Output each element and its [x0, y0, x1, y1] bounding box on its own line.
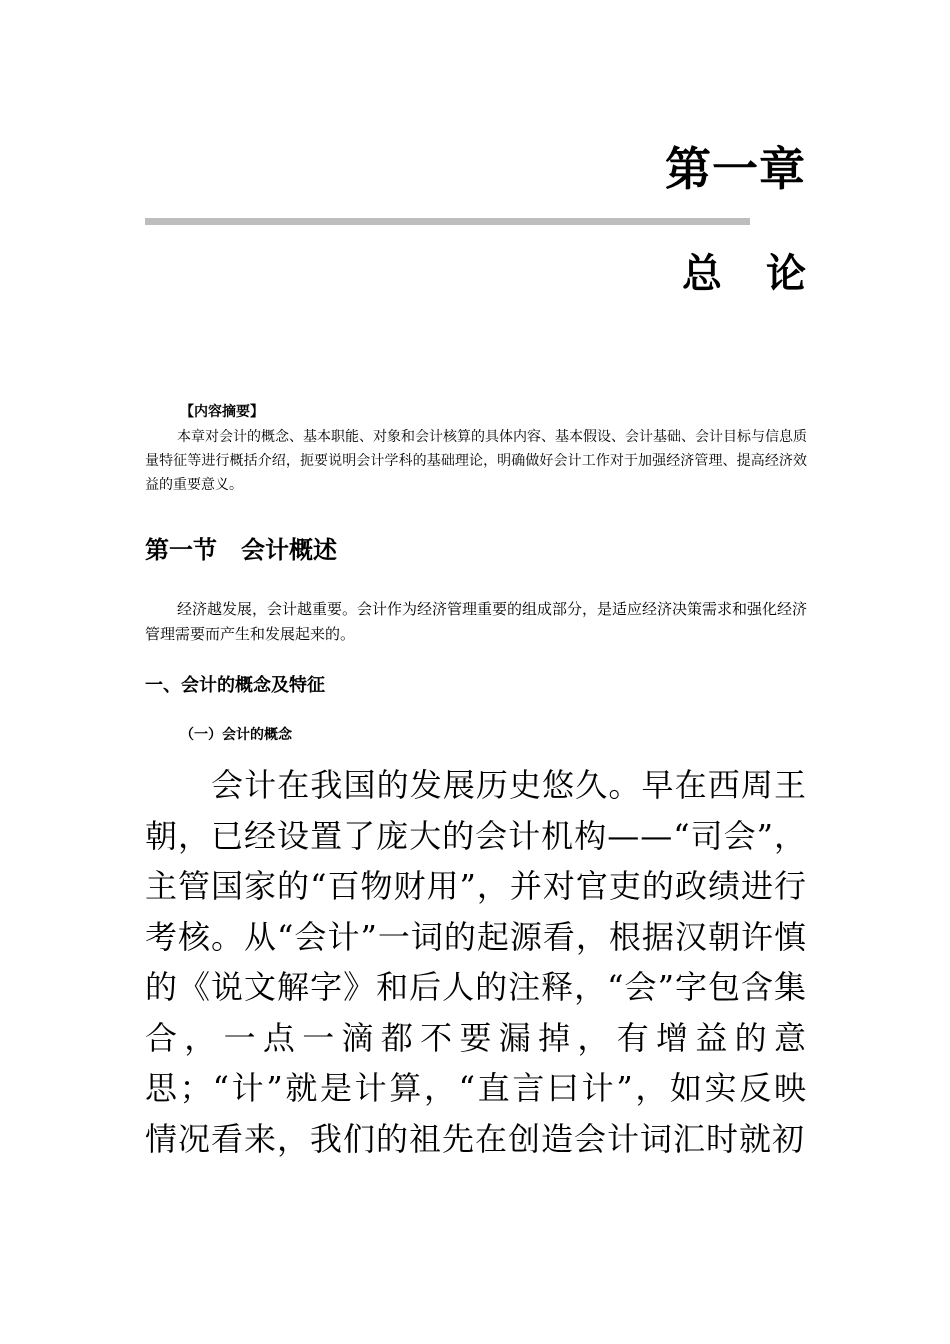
summary-paragraph: 本章对会计的概念、基本职能、对象和会计核算的具体内容、基本假设、会计基础、会计目标与信息质量特征等进行概括介绍，扼要说明会计学科的基础理论，明确做好会计工作对于加强经济管理、提高经济效益的重要意义。: [145, 429, 807, 493]
body-paragraph: 会计在我国的发展历史悠久。早在西周王朝，已经设置了庞大的会计机构——“司会”，主管国家的“百物财用”，并对官吏的政绩进行考核。从“会计”一词的起源看，根据汉朝许慎的《说文解字》和后人的注释，“会”字包含集合，一点一滴都不要漏掉，有增益的意思；“计”就是计算，“直言曰计”，如实反映情况看来，我们的祖先在创造会计词汇时就初: [145, 766, 807, 1158]
summary-heading: 【内容摘要】: [180, 404, 264, 420]
subsection-subheading: （一）会计的概念: [180, 727, 292, 743]
chapter-divider-rule: [145, 218, 750, 225]
section-intro-paragraph: 经济越发展，会计越重要。会计作为经济管理重要的组成部分，是适应经济决策需求和强化经济管理需要而产生和发展起来的。: [145, 600, 808, 643]
chapter-title: 总论: [682, 251, 850, 297]
section-title: 第一节 会计概述: [145, 536, 337, 564]
chapter-number: 第一章: [665, 142, 806, 196]
subsection-heading: 一、会计的概念及特征: [145, 675, 325, 696]
